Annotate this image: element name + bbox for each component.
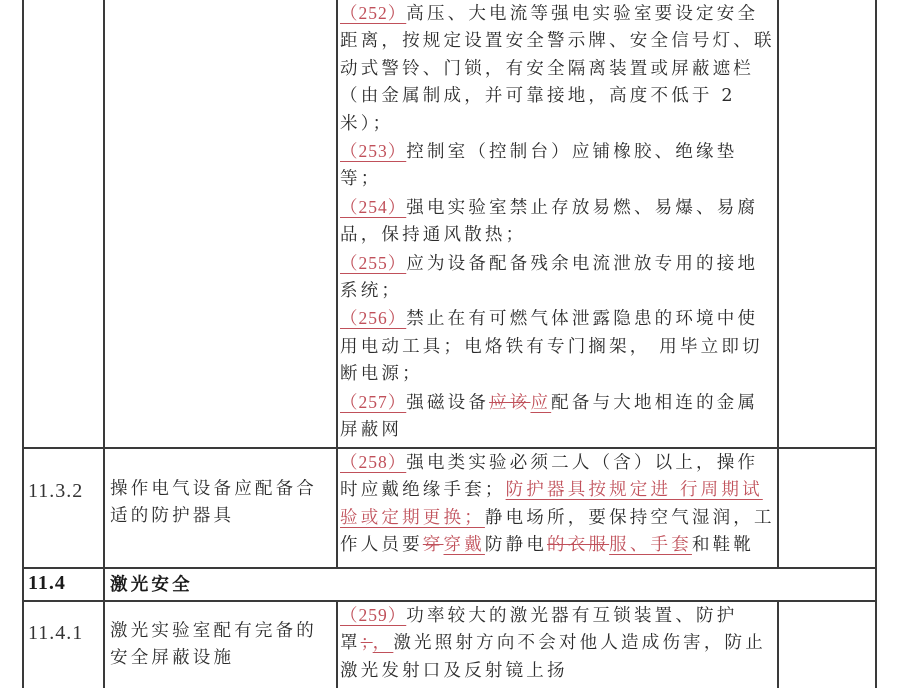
row-id-11-4-1: 11.4.1 (28, 622, 84, 644)
item-ref: （253） (340, 141, 407, 162)
item-text: 应为设备配备残余电流泄放专用的接地系统； (340, 253, 759, 302)
item-text: 强电实验室禁止存放易燃、易爆、易腐品，保持通风散热； (340, 197, 759, 246)
regulation-table (22, 0, 877, 688)
item-ref: （256） (340, 308, 407, 329)
row-title-11-3-2: 操作电气设备应配备合适的防护器具 (110, 479, 317, 527)
item-ref: （255） (340, 252, 407, 273)
item-257 (340, 389, 778, 445)
inserted-text: 穿戴 (443, 535, 485, 556)
item-252 (340, 0, 778, 138)
requirements-cell-11-3-2 (340, 449, 778, 560)
item-text: 强电类实验必须二人（含）以上，操作时应戴绝缘手套； (340, 453, 759, 501)
item-text: 控制室（控制台）应铺橡胶、绝缘垫等； (340, 142, 738, 190)
deleted-text: 应该 (489, 392, 531, 413)
row-divider-2 (22, 567, 877, 569)
item-text: 防静电 (484, 535, 548, 556)
item-text: 激光照射方向不会对他人造成伤害，防止激光发射口及反射镜上扬 (340, 633, 766, 681)
item-ref: （252） (340, 3, 407, 23)
item-ref: （259） (340, 605, 407, 625)
inserted-text: 防护器具按规定进 行周期试验或定期更换； (340, 480, 763, 528)
row-title-11-4-1: 激光实验室配有完备的安全屏蔽设施 (110, 621, 317, 669)
item-254 (340, 194, 778, 250)
table-border-left (22, 0, 24, 688)
inserted-text: 应 (530, 392, 552, 413)
deleted-text: 的衣服 (547, 535, 610, 556)
deleted-text: ； (360, 633, 373, 654)
column-divider-1 (103, 0, 105, 688)
inserted-text: ， (372, 633, 394, 654)
item-253 (340, 138, 778, 194)
requirements-cell-11-3-1 (340, 0, 778, 445)
section-id-11-4: 11.4 (28, 572, 66, 594)
column-divider-2 (336, 0, 338, 569)
item-255 (340, 250, 778, 306)
item-text: 强磁设备 (406, 392, 490, 413)
table-border-right (875, 0, 877, 688)
row-id-11-3-2: 11.3.2 (28, 480, 84, 502)
deleted-text: 穿 (422, 535, 444, 556)
item-text: 功率较大的激光器有互锁装置、防护罩 (340, 606, 738, 654)
item-text: 禁止在有可燃气体泄露隐患的环境中使用电动工具；电烙铁有专门搁架， 用毕立即切断电源； (340, 309, 763, 385)
column-divider-2b (336, 600, 338, 688)
item-text: 高压、大电流等强电实验室要设定安全距离，按规定设置安全警示牌、安全信号灯、联动式警铃、门锁，有安全隔离装置或屏蔽遮栏（由金属制成，并可靠接地，高度不低于 2米）； (340, 4, 775, 134)
item-text: 和鞋靴 (691, 535, 755, 556)
item-256 (340, 305, 778, 388)
item-ref: （254） (340, 196, 407, 217)
section-title-11-4: 激光安全 (110, 575, 193, 595)
item-text: 静电场所，要保持空气湿润，工作人员要 (340, 507, 775, 556)
inserted-text: 服、手套 (609, 535, 692, 556)
requirements-cell-11-4-1 (340, 602, 778, 685)
item-ref: （257） (340, 391, 407, 412)
item-text: 配备与大地相连的金属屏蔽网 (340, 392, 759, 441)
item-ref: （258） (340, 452, 407, 472)
